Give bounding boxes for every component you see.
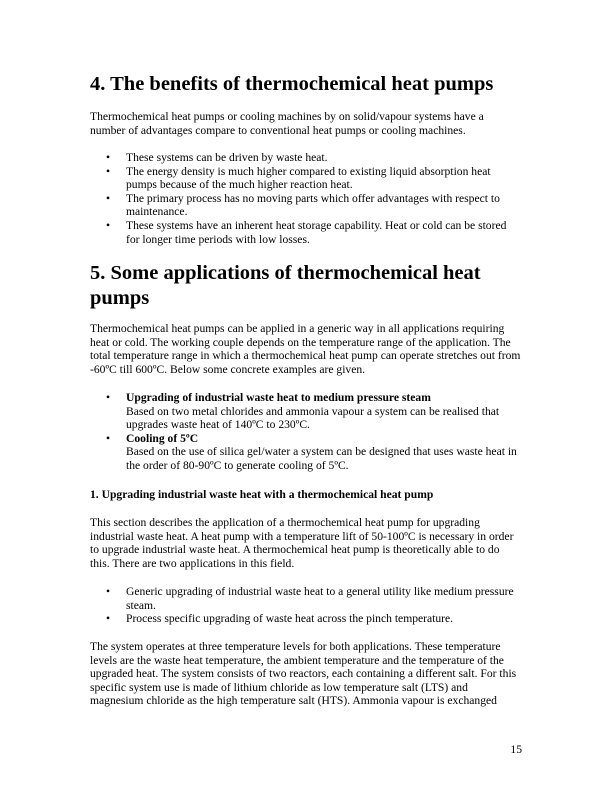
list-item [90, 151, 522, 165]
section-4-bullet-list [90, 151, 522, 246]
example-text: Based on two metal chlorides and ammonia vapour a system can be realised that upgrades waste heat of 140ºC to 230ºC. [126, 404, 500, 432]
example-title: Upgrading of industrial waste heat to medium pressure steam [126, 391, 431, 404]
list-item-text: The primary process has no moving parts which offer advantages with respect to maintenance. [126, 191, 500, 219]
subsection-1-closing: The system operates at three temperature levels for both applications. These temperature levels are the waste heat temperature, the ambient temperature and the temperature of the upgraded heat. The system consists of two reactors, each containing a different salt. For this specific system use is made of lithium chloride as low temperature salt (LTS) and magnesium chloride as the high temperature salt (HTS). Ammonia vapour is exchanged [90, 640, 517, 708]
section-5-heading: 5. Some applications of thermochemical heat pumps [90, 262, 481, 309]
list-item [90, 432, 522, 473]
list-item [90, 612, 522, 626]
list-item-text: Generic upgrading of industrial waste heat to a general utility like medium pressure steam. [126, 585, 514, 612]
example-text: Based on the use of silica gel/water a system can be designed that uses waste heat in the order of 80-90ºC to generate cooling of 5ºC. [126, 445, 517, 472]
section-4-intro: Thermochemical heat pumps or cooling machines by on solid/vapour systems have a number of advantages compare to conventional heat pumps or cooling machines. [90, 110, 484, 137]
bullet-icon: • [106, 585, 111, 598]
list-item [90, 165, 522, 192]
subsection-1-heading: 1. Upgrading industrial waste heat with a thermochemical heat pump [90, 488, 434, 501]
list-item-text: Process specific upgrading of waste heat across the pinch temperature. [126, 612, 454, 626]
list-item-text: The energy density is much higher compared to existing liquid absorption heat pumps because of the much higher reaction heat. [126, 164, 491, 192]
section-4-heading: 4. The benefits of thermochemical heat pumps [90, 73, 494, 95]
subsection-1-bullet-list [90, 585, 522, 626]
list-item [90, 391, 522, 432]
bullet-icon: • [106, 164, 111, 178]
bullet-icon: • [106, 151, 111, 164]
bullet-icon: • [106, 218, 111, 232]
bullet-icon: • [106, 612, 111, 626]
example-title: Cooling of 5ºC [126, 431, 199, 445]
bullet-icon: • [106, 391, 111, 404]
list-item [90, 585, 522, 612]
page-number: 15 [510, 743, 522, 756]
subsection-1-intro: This section describes the application of a thermochemical heat pump for upgrading industrial waste heat. A heat pump with a temperature lift of 50-100ºC is necessary in order to upgrade industrial waste heat. A thermochemical heat pump is theoretically able to do this. There are two applications in this field. [90, 516, 514, 570]
bullet-icon: • [106, 191, 111, 205]
list-item-text: These systems have an inherent heat storage capability. Heat or cold can be stored for longer time periods with low losses. [126, 218, 507, 246]
section-5-example-list [90, 391, 522, 473]
bullet-icon: • [106, 431, 111, 445]
list-item-text: These systems can be driven by waste heat. [126, 151, 328, 164]
section-5-intro: Thermochemical heat pumps can be applied in a generic way in all applications requiring heat or cold. The working couple depends on the temperature range of the application. The total temperature range in which a thermochemical heat pump can operate stretches out from -60ºC till 600ºC. Below some concrete examples are given. [90, 322, 521, 376]
list-item [90, 219, 522, 246]
list-item [90, 192, 522, 219]
